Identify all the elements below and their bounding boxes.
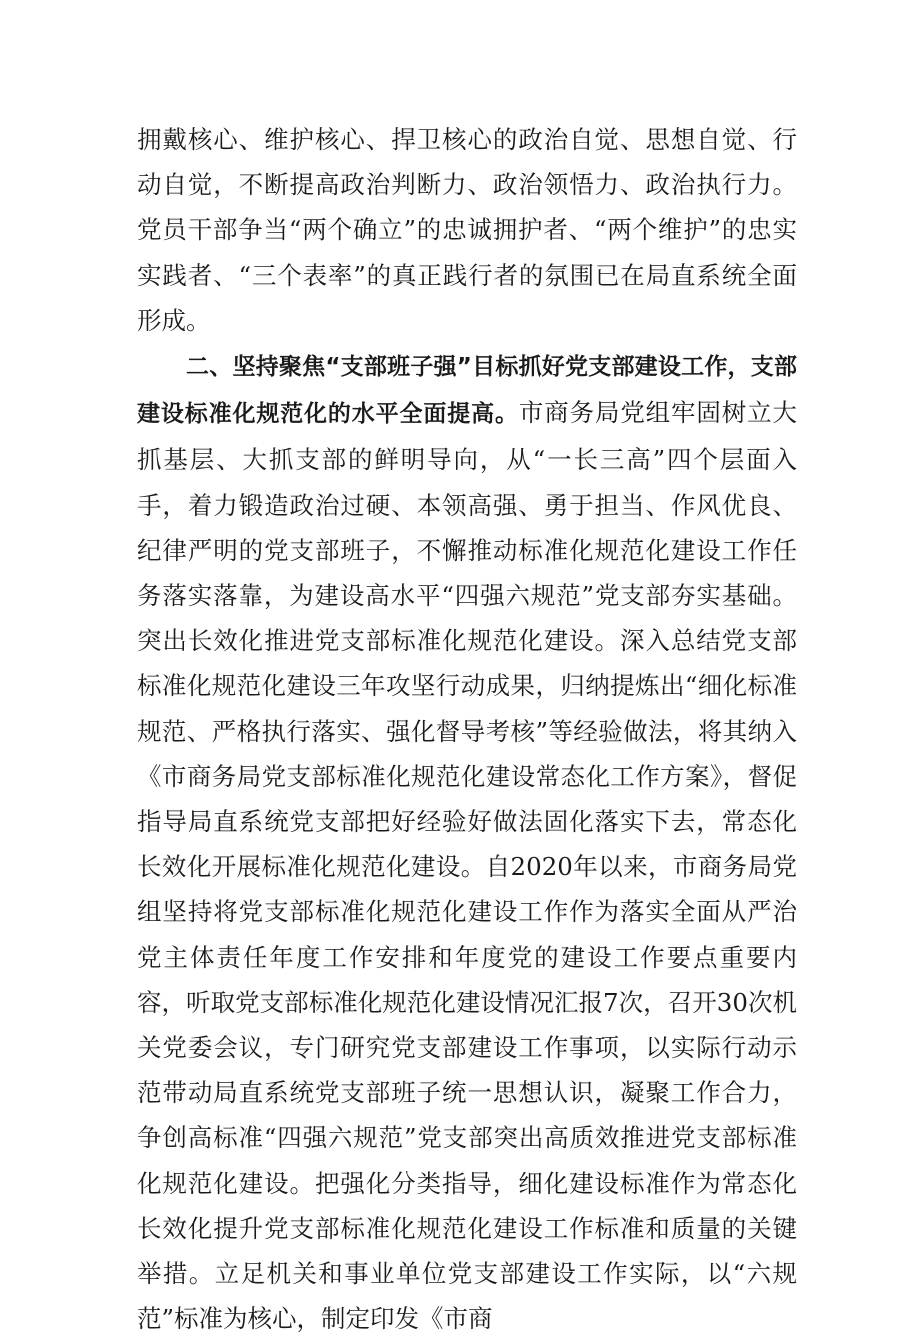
paragraph-1-text: 拥戴核心、维护核心、捍卫核心的政治自觉、思想自觉、行动自觉，不断提高政治判断力、政治领悟力、政治执行力。党员干部争当“两个确立”的忠诚拥护者、“两个维护”的忠实实践者、“三个表率”的真正践行者的氛围已在局直系统全面形成。: [137, 125, 797, 335]
section-heading: 二、坚持聚焦“支部班子强”目标抓好党支部建设工作，支部建设标准化规范化的水平全面提高。: [137, 354, 797, 428]
paragraph-1: [137, 117, 797, 343]
paragraph-2-text: 市商务局党组牢固树立大抓基层、大抓支部的鲜明导向，从“一长三高”四个层面入手，着力锻造政治过硬、本领高强、勇于担当、作风优良、纪律严明的党支部班子，不懈推动标准化规范化建设工作任务落实落靠，为建设高水平“四强六规范”党支部夯实基础。突出长效化推进党支部标准化规范化建设。深入总结党支部标准化规范化建设三年攻坚行动成果，归纳提炼出“细化标准规范、严格执行落实、强化督导考核”等经验做法，将其纳入《市商务局党支部标准化规范化建设常态化工作方案》，督促指导局直系统党支部把好经验好做法固化落实下去，常态化长效化开展标准化规范化建设。自2020年以来，市商务局党组坚持将党支部标准化规范化建设工作作为落实全面从严治党主体责任年度工作安排和年度党的建设工作要点重要内容，听取党支部标准化规范化建设情况汇报7次，召开30次机关党委会议，专门研究党支部建设工作事项，以实际行动示范带动局直系统党支部班子统一思想认识，凝聚工作合力，争创高标准“四强六规范”党支部突出高质效推进党支部标准化规范化建设。把强化分类指导，细化建设标准作为常态化长效化提升党支部标准化规范化建设工作标准和质量的关键举措。立足机关和事业单位党支部建设工作实际，以“六规范”标准为核心，制定印发《市商: [137, 398, 798, 1334]
paragraph-2: [137, 343, 797, 1341]
document-body: [137, 117, 797, 1341]
